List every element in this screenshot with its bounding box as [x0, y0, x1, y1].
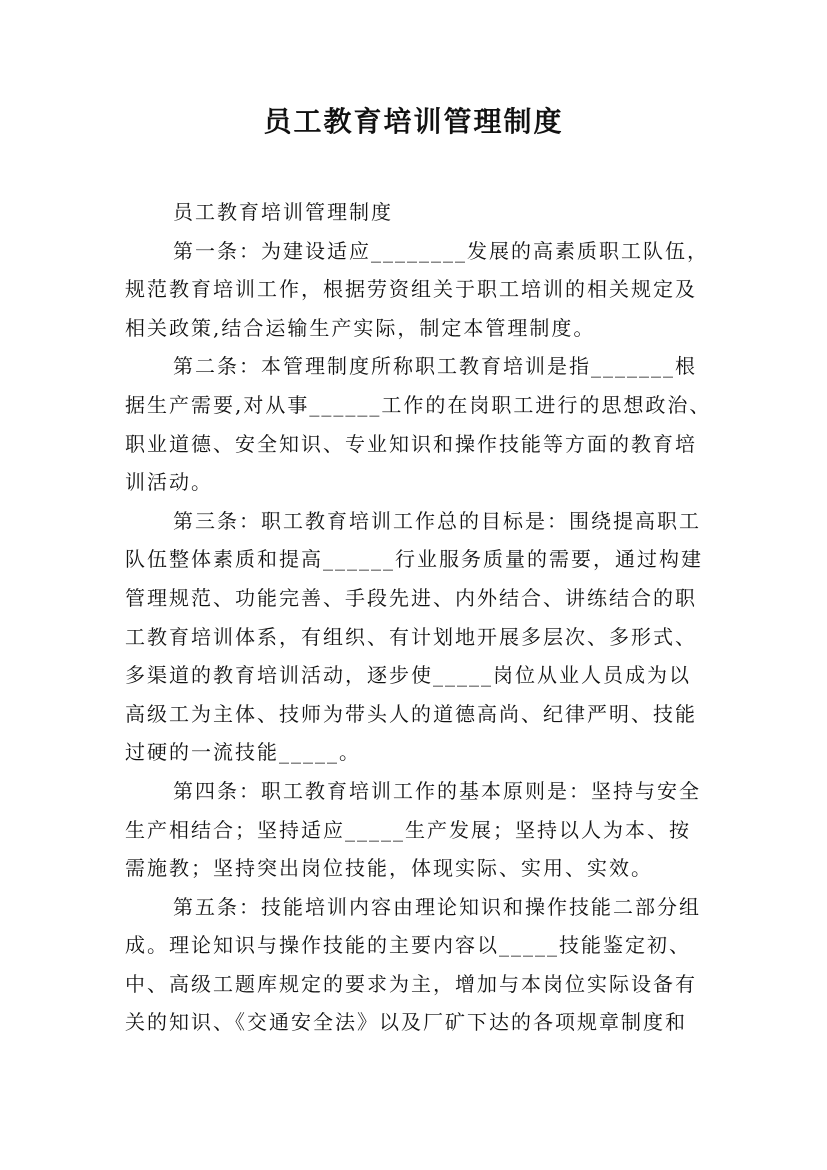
paragraph-line: 相关政策,结合运输生产实际，制定本管理制度。	[125, 315, 596, 340]
paragraph-line: 多渠道的教育培训活动，逐步使_____岗位从业人员成为以	[125, 663, 691, 688]
paragraph-line: 第三条：职工教育培训工作总的目标是：围绕提高职工	[173, 508, 701, 533]
document-body	[125, 193, 715, 1042]
paragraph-line: 据生产需要,对从事______工作的在岗职工进行的思想政治、	[125, 392, 712, 417]
paragraph-article-2	[125, 347, 715, 501]
paragraph-line: 第五条：技能培训内容由理论知识和操作技能二部分组	[173, 894, 701, 919]
paragraph-line: 管理规范、功能完善、手段先进、内外结合、讲练结合的职	[125, 585, 697, 610]
paragraph-line: 过硬的一流技能_____。	[125, 740, 361, 765]
paragraph-line: 中、高级工题库规定的要求为主，增加与本岗位实际设备有	[125, 971, 697, 996]
paragraph-article-1	[125, 232, 715, 348]
paragraph-line: 员工教育培训管理制度	[173, 200, 393, 224]
paragraph-line: 生产相结合；坚持适应_____生产发展；坚持以人为本、按	[125, 817, 691, 842]
paragraph-article-3	[125, 502, 715, 772]
paragraph-line: 规范教育培训工作，根据劳资组关于职工培训的相关规定及	[125, 277, 697, 302]
paragraph-line: 第一条：为建设适应________发展的高素质职工队伍，	[173, 238, 709, 263]
paragraph-article-5	[125, 888, 715, 1042]
paragraph-line: 成。理论知识与操作技能的主要内容以_____技能鉴定初、	[125, 933, 691, 958]
paragraph-line: 训活动。	[125, 470, 213, 495]
paragraph-line: 职业道德、安全知识、专业知识和操作技能等方面的教育培	[125, 431, 697, 456]
paragraph-line: 高级工为主体、技师为带头人的道德高尚、纪律严明、技能	[125, 701, 697, 726]
paragraph-line: 需施教；坚持突出岗位技能，体现实际、实用、实效。	[125, 856, 653, 881]
paragraph-line: 关的知识、《交通安全法》以及厂矿下达的各项规章制度和	[125, 1010, 687, 1035]
paragraph-article-4	[125, 772, 715, 888]
paragraph-line: 队伍整体素质和提高______行业服务质量的需要，通过构建	[125, 547, 703, 572]
paragraph-heading	[125, 193, 715, 232]
paragraph-line: 工教育培训体系，有组织、有计划地开展多层次、多形式、	[125, 624, 697, 649]
document-title: 员工教育培训管理制度	[263, 105, 564, 138]
paragraph-line: 第二条：本管理制度所称职工教育培训是指_______根	[173, 354, 697, 379]
paragraph-line: 第四条：职工教育培训工作的基本原则是：坚持与安全	[173, 778, 701, 803]
